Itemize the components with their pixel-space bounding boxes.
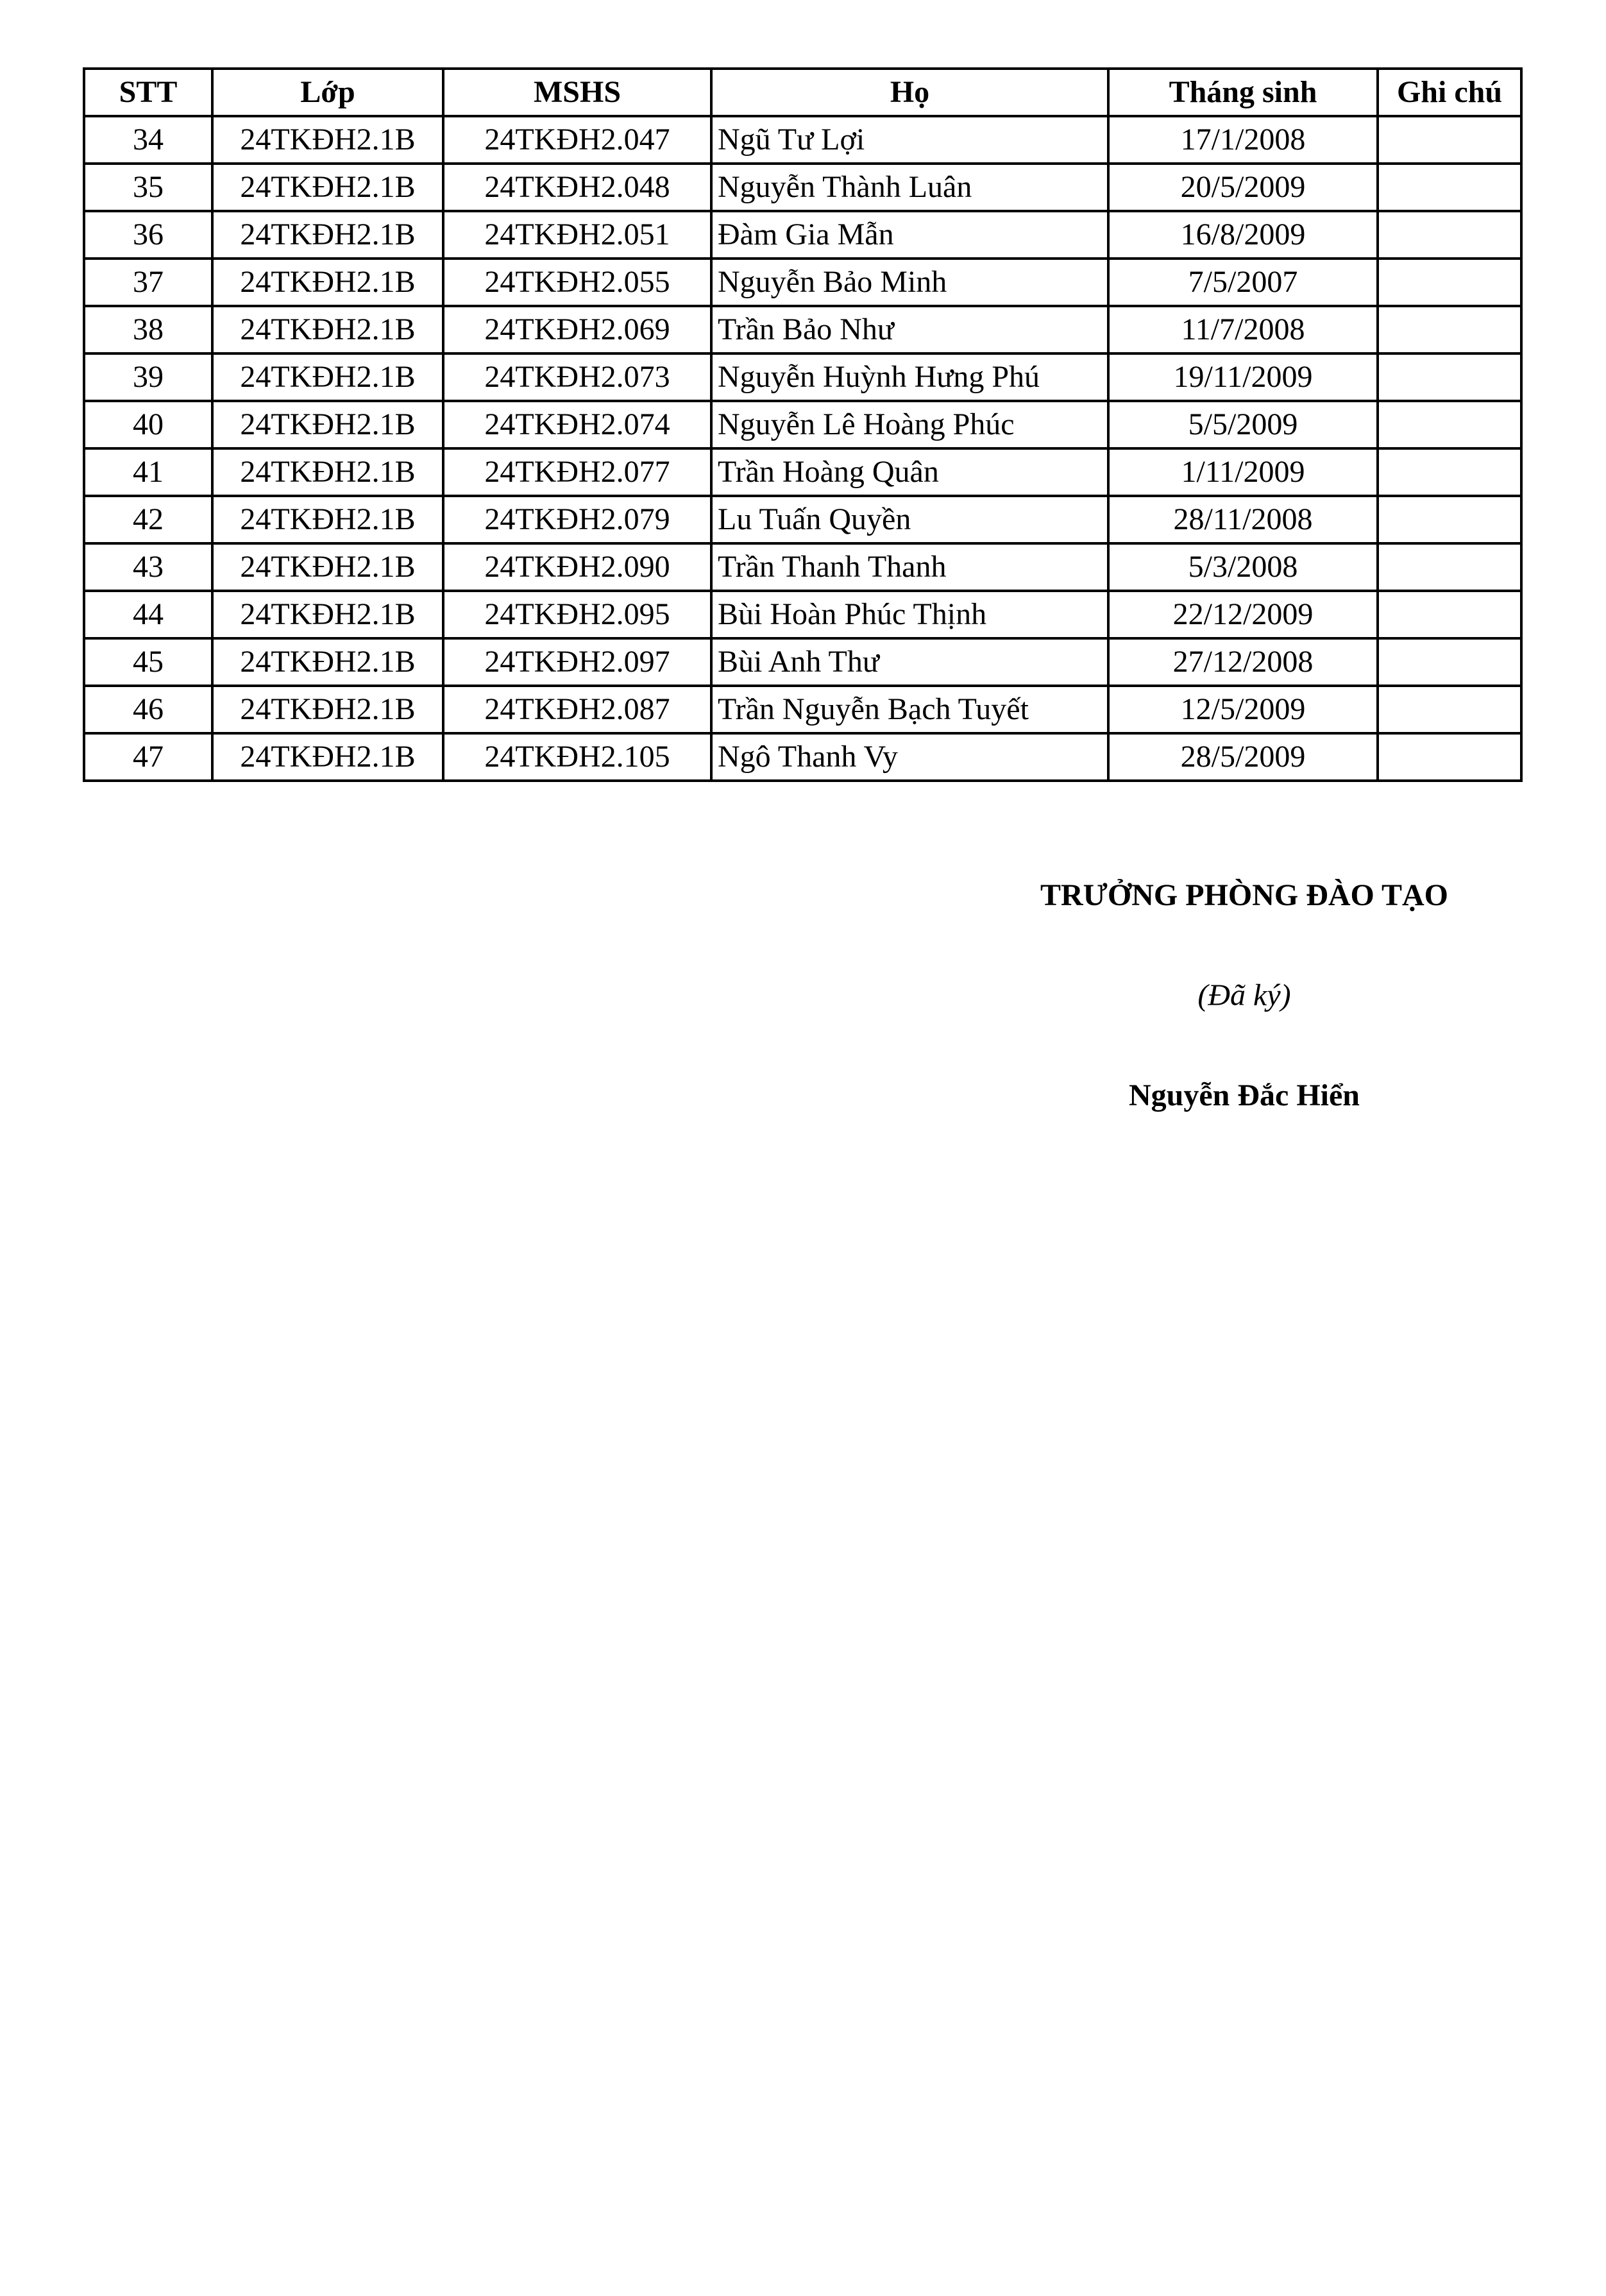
cell-lop: 24TKĐH2.1B xyxy=(212,496,443,543)
cell-ghi-chu xyxy=(1378,591,1521,638)
cell-mshs: 24TKĐH2.051 xyxy=(443,211,711,259)
cell-stt: 45 xyxy=(84,638,212,686)
table-row xyxy=(84,259,1521,306)
signature-note: (Đã ký) xyxy=(1197,978,1291,1012)
cell-ghi-chu xyxy=(1378,164,1521,211)
cell-ghi-chu xyxy=(1378,448,1521,496)
cell-ghi-chu xyxy=(1378,638,1521,686)
table-row xyxy=(84,116,1521,164)
cell-ho: Nguyễn Lê Hoàng Phúc xyxy=(711,401,1108,448)
cell-ghi-chu xyxy=(1378,116,1521,164)
cell-lop: 24TKĐH2.1B xyxy=(212,306,443,353)
cell-lop: 24TKĐH2.1B xyxy=(212,591,443,638)
cell-ho: Trần Hoàng Quân xyxy=(711,448,1108,496)
cell-thang-sinh: 16/8/2009 xyxy=(1108,211,1378,259)
cell-ho: Nguyễn Bảo Minh xyxy=(711,259,1108,306)
cell-lop: 24TKĐH2.1B xyxy=(212,211,443,259)
cell-thang-sinh: 12/5/2009 xyxy=(1108,686,1378,733)
table-row xyxy=(84,211,1521,259)
cell-thang-sinh: 28/11/2008 xyxy=(1108,496,1378,543)
signature-name: Nguyễn Đắc Hiển xyxy=(1129,1078,1360,1112)
header-thang-sinh: Tháng sinh xyxy=(1108,69,1378,116)
cell-thang-sinh: 5/3/2008 xyxy=(1108,543,1378,591)
cell-ghi-chu xyxy=(1378,686,1521,733)
cell-ghi-chu xyxy=(1378,211,1521,259)
cell-ho: Đàm Gia Mẫn xyxy=(711,211,1108,259)
cell-mshs: 24TKĐH2.095 xyxy=(443,591,711,638)
cell-thang-sinh: 20/5/2009 xyxy=(1108,164,1378,211)
header-lop: Lớp xyxy=(212,69,443,116)
cell-ho: Trần Nguyễn Bạch Tuyết xyxy=(711,686,1108,733)
cell-mshs: 24TKĐH2.079 xyxy=(443,496,711,543)
table-row xyxy=(84,638,1521,686)
cell-stt: 36 xyxy=(84,211,212,259)
cell-lop: 24TKĐH2.1B xyxy=(212,448,443,496)
cell-mshs: 24TKĐH2.077 xyxy=(443,448,711,496)
cell-thang-sinh: 28/5/2009 xyxy=(1108,733,1378,781)
cell-mshs: 24TKĐH2.105 xyxy=(443,733,711,781)
cell-lop: 24TKĐH2.1B xyxy=(212,164,443,211)
cell-ho: Ngũ Tư Lợi xyxy=(711,116,1108,164)
cell-ho: Bùi Hoàn Phúc Thịnh xyxy=(711,591,1108,638)
cell-stt: 43 xyxy=(84,543,212,591)
cell-mshs: 24TKĐH2.074 xyxy=(443,401,711,448)
cell-stt: 34 xyxy=(84,116,212,164)
header-mshs: MSHS xyxy=(443,69,711,116)
table-row xyxy=(84,496,1521,543)
cell-mshs: 24TKĐH2.090 xyxy=(443,543,711,591)
cell-thang-sinh: 17/1/2008 xyxy=(1108,116,1378,164)
cell-thang-sinh: 5/5/2009 xyxy=(1108,401,1378,448)
cell-ghi-chu xyxy=(1378,543,1521,591)
cell-stt: 46 xyxy=(84,686,212,733)
cell-ho: Trần Thanh Thanh xyxy=(711,543,1108,591)
cell-ho: Trần Bảo Như xyxy=(711,306,1108,353)
cell-ho: Lu Tuấn Quyền xyxy=(711,496,1108,543)
cell-ghi-chu xyxy=(1378,496,1521,543)
cell-stt: 44 xyxy=(84,591,212,638)
header-ghi-chu: Ghi chú xyxy=(1378,69,1521,116)
cell-thang-sinh: 7/5/2007 xyxy=(1108,259,1378,306)
table-row xyxy=(84,591,1521,638)
table-row xyxy=(84,164,1521,211)
cell-lop: 24TKĐH2.1B xyxy=(212,638,443,686)
cell-mshs: 24TKĐH2.048 xyxy=(443,164,711,211)
cell-stt: 35 xyxy=(84,164,212,211)
header-stt: STT xyxy=(84,69,212,116)
table-row xyxy=(84,401,1521,448)
table-row xyxy=(84,448,1521,496)
cell-thang-sinh: 19/11/2009 xyxy=(1108,353,1378,401)
cell-ghi-chu xyxy=(1378,401,1521,448)
cell-stt: 41 xyxy=(84,448,212,496)
cell-lop: 24TKĐH2.1B xyxy=(212,686,443,733)
table-row xyxy=(84,733,1521,781)
table-row xyxy=(84,686,1521,733)
table-row xyxy=(84,543,1521,591)
table-body xyxy=(84,116,1521,781)
cell-mshs: 24TKĐH2.047 xyxy=(443,116,711,164)
cell-ho: Nguyễn Thành Luân xyxy=(711,164,1108,211)
cell-mshs: 24TKĐH2.087 xyxy=(443,686,711,733)
cell-ghi-chu xyxy=(1378,353,1521,401)
cell-stt: 47 xyxy=(84,733,212,781)
cell-lop: 24TKĐH2.1B xyxy=(212,733,443,781)
signature-title: TRƯỞNG PHÒNG ĐÀO TẠO xyxy=(1040,878,1449,912)
cell-lop: 24TKĐH2.1B xyxy=(212,353,443,401)
cell-mshs: 24TKĐH2.055 xyxy=(443,259,711,306)
cell-ho: Ngô Thanh Vy xyxy=(711,733,1108,781)
cell-ghi-chu xyxy=(1378,733,1521,781)
cell-mshs: 24TKĐH2.073 xyxy=(443,353,711,401)
cell-lop: 24TKĐH2.1B xyxy=(212,543,443,591)
cell-mshs: 24TKĐH2.097 xyxy=(443,638,711,686)
cell-lop: 24TKĐH2.1B xyxy=(212,259,443,306)
table-row xyxy=(84,353,1521,401)
student-table xyxy=(83,67,1523,782)
cell-ghi-chu xyxy=(1378,259,1521,306)
cell-stt: 42 xyxy=(84,496,212,543)
cell-thang-sinh: 1/11/2009 xyxy=(1108,448,1378,496)
cell-thang-sinh: 22/12/2009 xyxy=(1108,591,1378,638)
cell-ho: Nguyễn Huỳnh Hưng Phú xyxy=(711,353,1108,401)
cell-mshs: 24TKĐH2.069 xyxy=(443,306,711,353)
cell-stt: 38 xyxy=(84,306,212,353)
cell-stt: 40 xyxy=(84,401,212,448)
cell-ho: Bùi Anh Thư xyxy=(711,638,1108,686)
cell-thang-sinh: 27/12/2008 xyxy=(1108,638,1378,686)
header-ho: Họ xyxy=(711,69,1108,116)
cell-stt: 37 xyxy=(84,259,212,306)
cell-ghi-chu xyxy=(1378,306,1521,353)
table-row xyxy=(84,306,1521,353)
cell-thang-sinh: 11/7/2008 xyxy=(1108,306,1378,353)
cell-lop: 24TKĐH2.1B xyxy=(212,401,443,448)
cell-lop: 24TKĐH2.1B xyxy=(212,116,443,164)
table-header-row xyxy=(84,69,1521,116)
cell-stt: 39 xyxy=(84,353,212,401)
